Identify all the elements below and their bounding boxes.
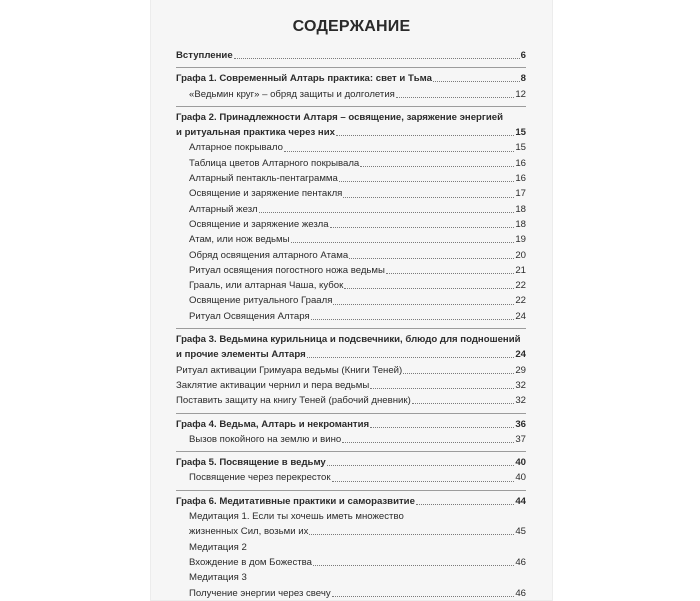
toc-entry-title: Получение энергии через свечу	[189, 587, 331, 599]
toc-entry-title: Медитация 1. Если ты хочешь иметь множество	[189, 511, 404, 523]
dot-leader	[370, 388, 514, 389]
toc-entry-title: Графа 6. Медитативные практики и саморазвитие	[176, 495, 415, 507]
toc-entry-title: Ритуал активации Гримуара ведьмы (Книги Теней)	[176, 364, 403, 376]
toc-entry[interactable]	[176, 540, 526, 555]
toc-page-number: 40	[515, 472, 526, 484]
dot-leader	[259, 212, 515, 213]
toc-page-number: 17	[515, 188, 526, 200]
section-divider	[176, 106, 526, 107]
toc-entry[interactable]	[176, 378, 526, 393]
toc-page-number: 15	[515, 127, 526, 139]
toc-page-number: 12	[515, 88, 526, 100]
toc-page-number: 32	[515, 379, 526, 391]
toc-entry[interactable]	[176, 171, 526, 186]
toc-entry-title: Графа 5. Посвящение в ведьму	[176, 457, 326, 469]
dot-leader	[342, 442, 514, 443]
toc-page-number: 32	[515, 395, 526, 407]
toc-page-number: 22	[515, 280, 526, 292]
section-divider	[176, 451, 526, 452]
table-of-contents	[176, 48, 526, 601]
toc-entry[interactable]	[176, 570, 526, 585]
dot-leader	[313, 565, 514, 566]
toc-entry[interactable]	[176, 555, 526, 570]
toc-page-number: 29	[515, 364, 526, 376]
toc-entry-title: Графа 1. Современный Алтарь практика: свет и Тьма	[176, 73, 432, 85]
toc-entry[interactable]	[176, 110, 526, 125]
toc-entry[interactable]	[176, 509, 526, 524]
toc-entry[interactable]	[176, 417, 526, 432]
toc-entry-title: Грааль, или алтарная Чаша, кубок	[189, 280, 344, 292]
toc-entry[interactable]	[176, 186, 526, 201]
toc-entry-title: Графа 2. Принадлежности Алтаря – освящение, заряжение энергией	[176, 111, 504, 123]
toc-entry-title: Таблица цветов Алтарного покрывала	[189, 157, 360, 169]
toc-page-number: 45	[515, 526, 526, 538]
dot-leader	[344, 288, 514, 289]
toc-entry-title: Алтарное покрывало	[189, 142, 283, 154]
toc-page-number: 16	[515, 173, 526, 185]
toc-entry[interactable]	[176, 586, 526, 601]
toc-page-number: 36	[515, 418, 526, 430]
toc-entry-title: Освящение ритуального Грааля	[189, 295, 333, 307]
toc-entry[interactable]	[176, 125, 526, 140]
toc-entry[interactable]	[176, 156, 526, 171]
toc-page-number: 6	[520, 50, 526, 61]
toc-entry[interactable]	[176, 470, 526, 485]
toc-entry-title: Графа 3. Ведьмина курильница и подсвечники, блюдо для подношений	[176, 334, 521, 346]
toc-entry[interactable]	[176, 140, 526, 155]
toc-entry-title: Алтарный жезл	[189, 203, 258, 215]
toc-entry-title: Освящение и заряжение пентакля	[189, 188, 343, 200]
dot-leader	[309, 534, 514, 535]
toc-entry-title: Вызов покойного на землю и вино	[189, 433, 342, 445]
toc-page-number: 16	[515, 157, 526, 169]
toc-entry-title: и прочие элементы Алтаря	[176, 349, 306, 361]
dot-leader	[291, 242, 515, 243]
toc-entry-title: «Ведьмин круг» – обряд защиты и долголетия	[189, 88, 395, 100]
page-title: СОДЕРЖАНИЕ	[292, 18, 411, 35]
toc-entry-title: Ритуал Освящения Алтаря	[189, 310, 310, 322]
dot-leader	[360, 166, 514, 167]
dot-leader	[343, 197, 514, 198]
toc-entry-title: и ритуальная практика через них	[176, 127, 335, 139]
toc-entry[interactable]	[176, 363, 526, 378]
section-divider	[176, 67, 526, 68]
toc-entry-title: Поставить защиту на книгу Теней (рабочий дневник)	[176, 395, 411, 407]
toc-entry[interactable]	[176, 347, 526, 362]
toc-entry[interactable]	[176, 278, 526, 293]
dot-leader	[412, 403, 515, 404]
toc-entry[interactable]	[176, 393, 526, 408]
toc-entry-title: Медитация 2	[189, 541, 247, 553]
toc-entry[interactable]	[176, 202, 526, 217]
toc-page-number: 18	[515, 218, 526, 230]
dot-leader	[403, 373, 514, 374]
toc-entry[interactable]	[176, 494, 526, 509]
toc-entry-title: Вхождение в дом Божества	[189, 556, 312, 568]
section-divider	[176, 328, 526, 329]
toc-page-number: 37	[515, 433, 526, 445]
toc-entry[interactable]	[176, 309, 526, 324]
toc-page-number: 19	[515, 234, 526, 246]
section-divider	[176, 413, 526, 414]
toc-entry-title: Вступление	[176, 50, 233, 61]
toc-entry-title: Медитация 3	[189, 572, 247, 584]
toc-entry[interactable]	[176, 332, 526, 347]
toc-page-number: 22	[515, 295, 526, 307]
toc-entry-title: Обряд освящения алтарного Атама	[189, 249, 349, 261]
dot-leader	[333, 304, 514, 305]
toc-entry-title: Заклятие активации чернил и пера ведьмы	[176, 379, 370, 391]
toc-entry[interactable]	[176, 87, 526, 102]
dot-leader	[370, 427, 514, 428]
toc-entry[interactable]	[176, 48, 526, 63]
dot-leader	[336, 135, 514, 136]
toc-entry[interactable]	[176, 232, 526, 247]
toc-page-number: 21	[515, 264, 526, 276]
section-divider	[176, 490, 526, 491]
toc-page-number: 44	[515, 495, 526, 507]
toc-entry[interactable]	[176, 455, 526, 470]
dot-leader	[433, 81, 520, 82]
dot-leader	[327, 465, 515, 466]
toc-page-number: 40	[515, 457, 526, 469]
dot-leader	[416, 504, 514, 505]
toc-page-number: 24	[515, 310, 526, 322]
toc-entry[interactable]	[176, 432, 526, 447]
toc-entry-title: Атам, или нож ведьмы	[189, 234, 290, 246]
toc-entry-title: Ритуал освящения погостного ножа ведьмы	[189, 264, 385, 276]
dot-leader	[330, 227, 515, 228]
toc-entry[interactable]	[176, 71, 526, 86]
toc-entry[interactable]	[176, 524, 526, 539]
dot-leader	[339, 181, 514, 182]
toc-entry-title: Алтарный пентакль-пентаграмма	[189, 173, 338, 185]
dot-leader	[386, 273, 514, 274]
toc-page-number: 18	[515, 203, 526, 215]
dot-leader	[332, 481, 515, 482]
toc-page-number: 15	[515, 142, 526, 154]
dot-leader	[349, 258, 514, 259]
toc-entry[interactable]	[176, 293, 526, 308]
toc-page-number: 8	[520, 73, 526, 85]
dot-leader	[311, 319, 515, 320]
toc-entry-title: жизненных Сил, возьми их	[189, 526, 309, 538]
toc-entry-title: Освящение и заряжение жезла	[189, 218, 329, 230]
toc-entry-title: Графа 4. Ведьма, Алтарь и некромантия	[176, 418, 370, 430]
toc-page-number: 46	[515, 556, 526, 568]
toc-page-number: 24	[515, 349, 526, 361]
dot-leader	[396, 97, 514, 98]
dot-leader	[307, 357, 515, 358]
dot-leader	[234, 58, 520, 59]
toc-entry-title: Посвящение через перекресток	[189, 472, 331, 484]
toc-page-number: 46	[515, 587, 526, 599]
toc-page-number: 20	[515, 249, 526, 261]
toc-entry[interactable]	[176, 217, 526, 232]
book-page	[151, 0, 552, 600]
dot-leader	[332, 596, 515, 597]
dot-leader	[284, 151, 514, 152]
toc-entry[interactable]	[176, 263, 526, 278]
toc-entry[interactable]	[176, 248, 526, 263]
